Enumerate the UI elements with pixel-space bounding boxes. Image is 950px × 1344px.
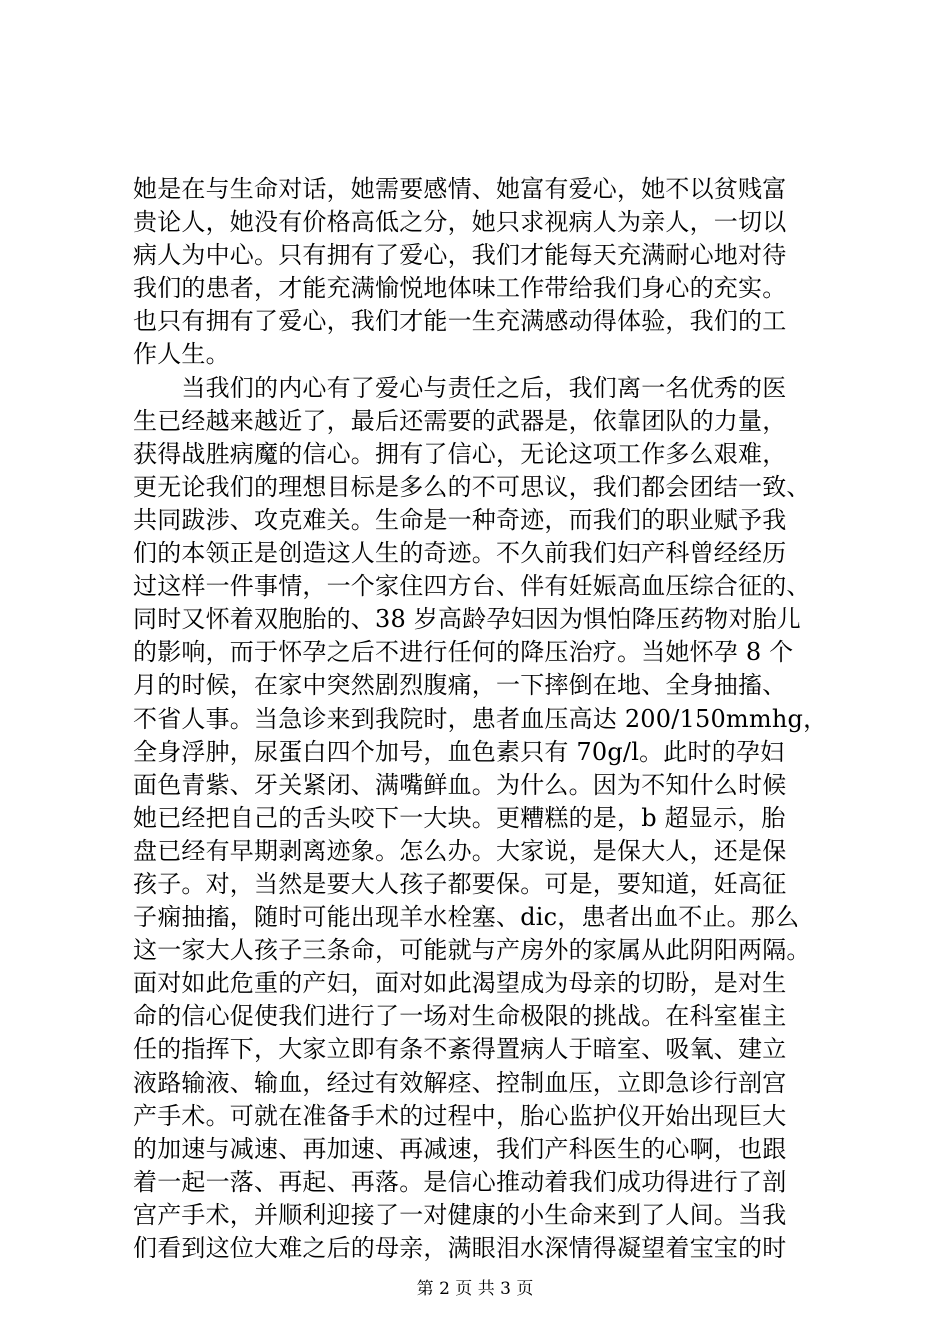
text-line: 作人生。 [133,340,230,369]
page-number-footer: 第 2 页 共 3 页 [416,1279,534,1299]
text-line: 全身浮肿，尿蛋白四个加号，血色素只有 70g/l。此时的孕妇 [133,737,785,766]
text-line: 产手术。可就在准备手术的过程中，胎心监护仪开始出现巨大 [133,1101,787,1130]
text-line: 共同跋涉、攻克难关。生命是一种奇迹，而我们的职业赋予我 [133,505,787,534]
text-line: 生已经越来越近了，最后还需要的武器是，依靠团队的力量， [133,406,787,435]
text-line: 当我们的内心有了爱心与责任之后，我们离一名优秀的医 [133,373,787,402]
body-text [133,173,833,1265]
text-line: 月的时候，在家中突然剧烈腹痛，一下摔倒在地、全身抽搐、 [133,671,787,700]
text-line: 宫产手术，并顺利迎接了一对健康的小生命来到了人间。当我 [133,1200,787,1229]
text-line: 子痫抽搐，随时可能出现羊水栓塞、dic，患者出血不止。那么 [133,903,800,932]
text-line: 着一起一落、再起、再落。是信心推动着我们成功得进行了剖 [133,1167,787,1196]
text-line: 任的指挥下，大家立即有条不紊得置病人于暗室、吸氧、建立 [133,1035,787,1064]
text-line: 贵论人，她没有价格高低之分，她只求视病人为亲人，一切以 [133,208,787,237]
text-line: 不省人事。当急诊来到我院时，患者血压高达 200/150mmhg， [133,704,828,733]
text-line: 我们的患者，才能充满愉悦地体味工作带给我们身心的充实。 [133,274,787,303]
text-line: 她已经把自己的舌头咬下一大块。更糟糕的是，b 超显示，胎 [133,803,786,832]
text-line: 更无论我们的理想目标是多么的不可思议，我们都会团结一致、 [133,472,811,501]
text-line: 面色青紫、牙关紧闭、满嘴鲜血。为什么。因为不知什么时候 [133,770,787,799]
text-line: 盘已经有早期剥离迹象。怎么办。大家说，是保大人，还是保 [133,836,787,865]
text-line: 她是在与生命对话，她需要感情、她富有爱心，她不以贫贱富 [133,175,787,203]
text-line: 的影响，而于怀孕之后不进行任何的降压治疗。当她怀孕 8 个 [133,638,794,667]
text-line: 命的信心促使我们进行了一场对生命极限的挑战。在科室崔主 [133,1002,787,1031]
text-line: 过这样一件事情，一个家住四方台、伴有妊娠高血压综合征的、 [133,572,811,601]
text-line: 这一家大人孩子三条命，可能就与产房外的家属从此阴阳两隔。 [133,936,811,965]
text-line: 同时又怀着双胞胎的、38 岁高龄孕妇因为惧怕降压药物对胎儿 [133,605,801,634]
text-line: 病人为中心。只有拥有了爱心，我们才能每天充满耐心地对待 [133,241,787,270]
text-line: 们的本领正是创造这人生的奇迹。不久前我们妇产科曾经经历 [133,539,787,568]
text-line: 获得战胜病魔的信心。拥有了信心，无论这项工作多么艰难， [133,439,787,468]
text-line: 液路输液、输血，经过有效解痉、控制血压，立即急诊行剖宫 [133,1068,787,1097]
text-line: 们看到这位大难之后的母亲，满眼泪水深情得凝望着宝宝的时 [133,1234,787,1262]
text-line: 的加速与减速、再加速、再减速，我们产科医生的心啊，也跟 [133,1134,787,1163]
text-line: 孩子。对，当然是要大人孩子都要保。可是，要知道，妊高征 [133,869,787,898]
text-line: 面对如此危重的产妇，面对如此渴望成为母亲的切盼，是对生 [133,969,787,998]
text-line: 也只有拥有了爱心，我们才能一生充满感动得体验，我们的工 [133,307,787,336]
